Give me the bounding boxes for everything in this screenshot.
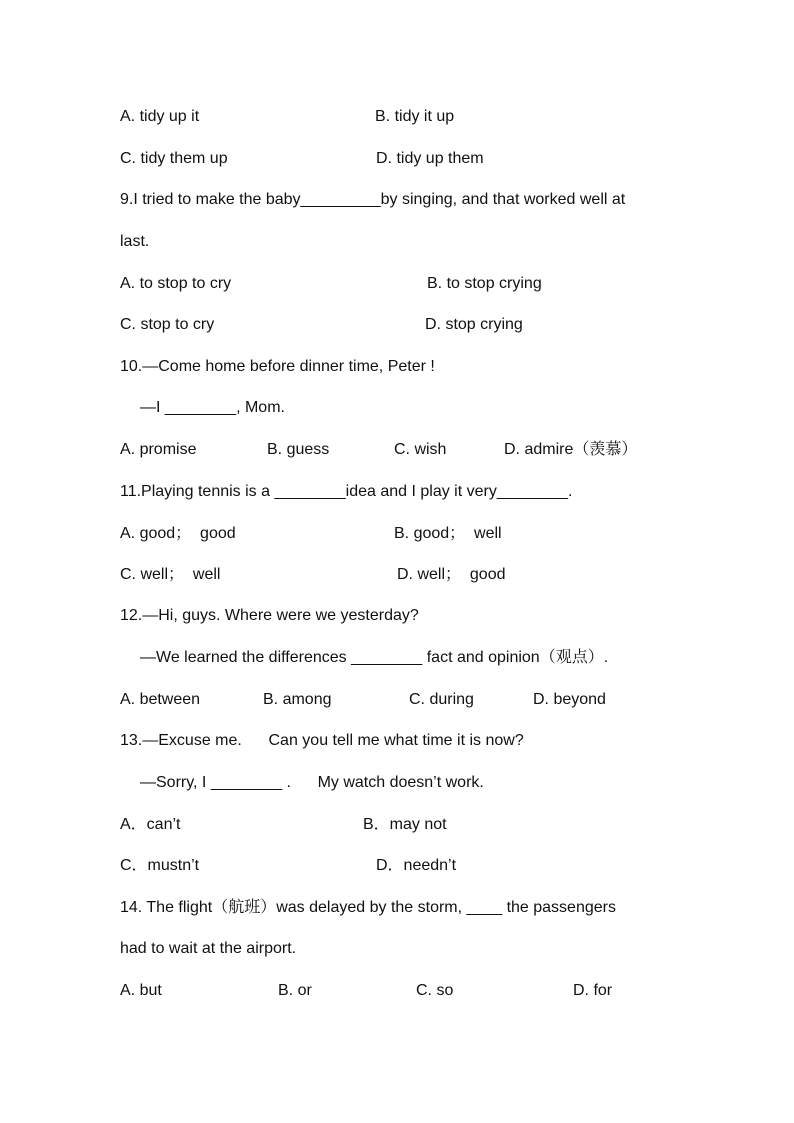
q10-option-d: D. admire（羡慕） [504, 441, 638, 458]
q9-option-d: D. stop crying [425, 316, 523, 333]
q11-stem-line-1: 11.Playing tennis is a ________idea and I play it very________. [120, 483, 573, 500]
q13-stem-line-1: 13.—Excuse me. Can you tell me what time it is now? [120, 732, 524, 749]
q11-option-b: B. good； well [394, 525, 502, 542]
q14-stem-line-1: 14. The flight（航班）was delayed by the storm, ____ the passengers [120, 899, 616, 916]
q8-option-c: C. tidy them up [120, 150, 228, 167]
q14-option-c: C. so [416, 982, 454, 999]
q8-option-a: A. tidy up it [120, 108, 200, 125]
q12-stem-line-1: 12.—Hi, guys. Where were we yesterday? [120, 607, 419, 624]
q9-stem-line-1: 9.I tried to make the baby_________by singing, and that worked well at [120, 191, 626, 208]
q12-option-a: A. between [120, 691, 201, 708]
q12-option-d: D. beyond [533, 691, 606, 708]
q11-option-d: D. well； good [397, 566, 506, 583]
q9-stem-line-2: last. [120, 233, 150, 250]
q11-option-a: A. good； good [120, 525, 236, 542]
q13-option-a: A．can’t [120, 816, 181, 833]
q12-option-c: C. during [409, 691, 474, 708]
q12-option-b: B. among [263, 691, 332, 708]
q14-option-d: D. for [573, 982, 613, 999]
q10-stem-line-1: 10.—Come home before dinner time, Peter ! [120, 358, 435, 375]
q10-option-a: A. promise [120, 441, 197, 458]
q10-stem-line-2: —I ________, Mom. [140, 399, 285, 416]
q14-option-a: A. but [120, 982, 162, 999]
q13-option-d: D．needn’t [376, 857, 457, 874]
q9-option-c: C. stop to cry [120, 316, 215, 333]
q11-option-c: C. well； well [120, 566, 221, 583]
q13-option-b: B．may not [363, 816, 447, 833]
q12-stem-line-2: —We learned the differences ________ fact and opinion（观点）. [140, 649, 609, 666]
q14-option-b: B. or [278, 982, 312, 999]
q8-option-b: B. tidy it up [375, 108, 455, 125]
q10-option-b: B. guess [267, 441, 330, 458]
q9-option-a: A. to stop to cry [120, 275, 232, 292]
q10-option-c: C. wish [394, 441, 447, 458]
q13-option-c: C．mustn’t [120, 857, 200, 874]
q8-option-d: D. tidy up them [376, 150, 484, 167]
q9-option-b: B. to stop crying [427, 275, 542, 292]
q14-stem-line-2: had to wait at the airport. [120, 940, 297, 957]
q13-stem-line-2: —Sorry, I ________ . My watch doesn’t work. [140, 774, 484, 791]
